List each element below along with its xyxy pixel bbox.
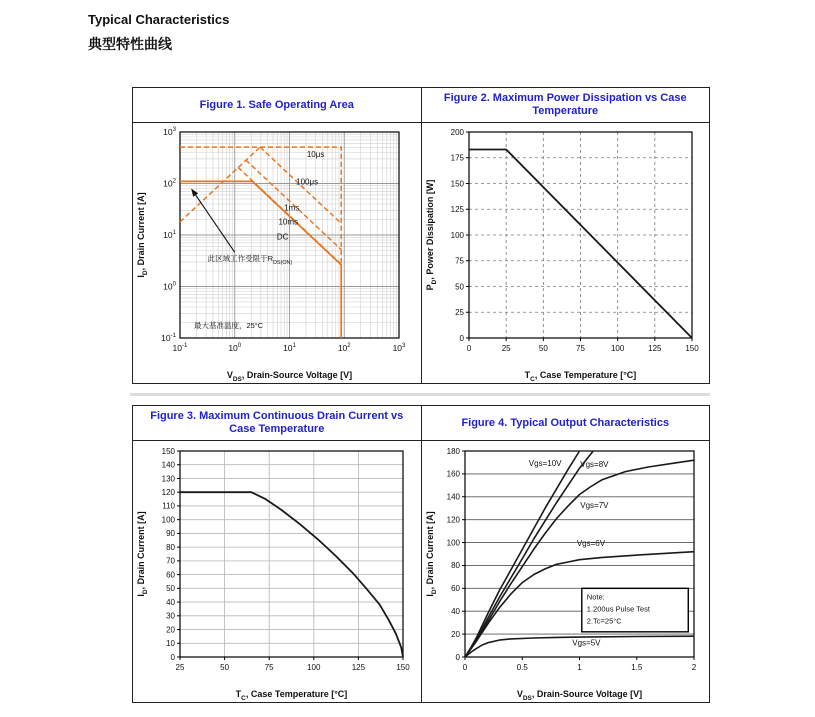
y-tick-label: 180: [446, 446, 460, 456]
y-tick-label: 50: [166, 583, 176, 593]
figure2-plot: [425, 128, 699, 383]
curve-label: Vgs=5V: [571, 638, 601, 648]
x-tick-label: $10^{-1}$: [172, 342, 188, 353]
note-box-line: 1.200us Pulse Test: [586, 603, 650, 613]
annotation-arrowhead: [191, 188, 198, 196]
figure2-chart-area: [422, 123, 710, 383]
figure-grid-bottom-row: [132, 405, 710, 703]
x-tick-label: 150: [396, 662, 410, 672]
x-tick-label: 100: [307, 662, 321, 672]
figure3-chart-area: [133, 441, 421, 702]
page-title-chinese: 典型特性曲线: [88, 36, 172, 52]
figure1-cell: [133, 88, 422, 383]
y-tick-label: 90: [166, 528, 176, 538]
y-tick-label: $10^2$: [163, 177, 177, 189]
note-box-line: Note:: [586, 591, 605, 601]
power-dissipation-chart: [423, 123, 708, 383]
series-vgs-8v: [465, 451, 593, 657]
y-tick-label: 40: [450, 606, 460, 616]
y-tick-label: 30: [166, 611, 176, 621]
y-tick-label: 60: [450, 583, 460, 593]
figure4-chart-area: [422, 441, 710, 702]
x-tick-label: 125: [647, 344, 662, 353]
annotation-arrow: [196, 195, 235, 252]
x-tick-label: 50: [538, 344, 548, 353]
y-tick-label: 20: [450, 629, 460, 639]
x-tick-label: 1: [577, 662, 582, 672]
x-tick-label: 1.5: [630, 662, 643, 672]
x-tick-label: 100: [610, 344, 625, 353]
scan-artifact-line: [130, 393, 710, 396]
x-tick-label: $10^3$: [392, 342, 406, 353]
y-tick-label: 10: [166, 638, 176, 648]
drain-current-chart: [134, 442, 419, 702]
y-tick-label: 110: [162, 501, 176, 511]
y-axis-label: $P_D$, Power Dissipation [W]: [424, 179, 438, 291]
figure3-cell: [133, 406, 422, 702]
y-axis-label: $I_D$, Drain Current [A]: [136, 192, 150, 278]
x-tick-label: $10^2$: [338, 342, 351, 353]
y-tick-label: 140: [446, 492, 460, 502]
figure1-title: Figure 1. Safe Operating Area: [133, 88, 421, 123]
x-tick-label: 25: [501, 344, 511, 353]
y-tick-label: $10^{-1}$: [161, 332, 177, 343]
y-tick-label: 100: [446, 537, 460, 547]
y-tick-label: 25: [454, 308, 464, 318]
y-tick-label: 20: [166, 624, 176, 634]
figure4-title: Figure 4. Typical Output Characteristics: [422, 406, 710, 441]
y-tick-label: 130: [161, 473, 176, 483]
figure1-plot: [136, 126, 406, 383]
y-tick-label: 50: [454, 282, 464, 292]
x-tick-label: 0.5: [516, 662, 528, 672]
x-axis-label: $V_{DS}$, Drain-Source Voltage [V]: [227, 370, 353, 383]
y-tick-label: 60: [166, 569, 176, 579]
x-tick-label: $10^1$: [283, 342, 297, 353]
series-vgs-10v: [465, 451, 580, 657]
x-axis-label: $T_C$, Case Temperature [°C]: [524, 370, 637, 383]
figure2-title: Figure 2. Maximum Power Dissipation vs Case Temperature: [422, 88, 710, 123]
y-tick-label: 75: [454, 256, 464, 266]
figure4-cell: [422, 406, 710, 702]
y-tick-label: 150: [450, 179, 464, 189]
curve-label: 100μs: [296, 177, 319, 187]
curve-label: 此区域工作受限于$R_{DS(ON)}$: [207, 254, 293, 267]
y-tick-label: 100: [450, 230, 464, 240]
y-tick-label: $10^0$: [163, 280, 177, 292]
curve-label: Vgs=7V: [580, 500, 609, 510]
curve-label: Vgs=10V: [528, 458, 562, 468]
y-tick-label: 80: [450, 560, 460, 570]
curve-label: 最大基准温度，25°C: [194, 321, 264, 331]
y-tick-label: 175: [450, 153, 464, 163]
curve-label: Vgs=8V: [580, 459, 609, 469]
y-tick-label: 140: [161, 460, 176, 470]
y-axis-label: $I_D$, Drain Current [A]: [424, 510, 438, 597]
y-axis-label: $I_D$, Drain Current [A]: [136, 510, 150, 597]
y-tick-label: $10^1$: [163, 229, 177, 240]
y-tick-label: 0: [455, 652, 460, 662]
curve-label: Vgs=6V: [576, 538, 605, 548]
x-tick-label: 150: [685, 344, 699, 353]
x-tick-label: 50: [220, 662, 230, 672]
y-tick-label: 0: [170, 652, 176, 662]
y-tick-label: 100: [161, 514, 176, 524]
y-tick-label: 200: [450, 127, 464, 137]
figure1-chart-area: [133, 123, 421, 383]
series-pd-vs-tc: [469, 150, 692, 339]
x-axis-label: $T_C$, Case Temperature [°C]: [235, 688, 348, 702]
output-characteristics-chart: [423, 442, 708, 702]
y-tick-label: 120: [161, 487, 176, 497]
note-box-line: 2.Tc=25°C: [586, 615, 622, 625]
y-tick-label: 160: [446, 469, 460, 479]
x-tick-label: 25: [175, 662, 185, 672]
y-tick-label: $10^3$: [163, 126, 177, 137]
figure4-plot: [425, 446, 697, 701]
curve-label: 10μs: [307, 149, 325, 159]
y-tick-label: 80: [166, 542, 176, 552]
page-title: Typical Characteristics: [88, 12, 230, 27]
soa-chart: [134, 123, 419, 383]
figure2-cell: [422, 88, 710, 383]
x-tick-label: 0: [462, 662, 467, 672]
curve-label: 10ms: [278, 217, 299, 227]
y-tick-label: 120: [446, 514, 460, 524]
x-axis-label: $V_{DS}$, Drain-Source Voltage [V]: [516, 688, 642, 702]
curve-label: 1ms: [284, 203, 300, 213]
x-tick-label: 125: [351, 662, 366, 672]
x-tick-label: 75: [264, 662, 274, 672]
x-tick-label: 0: [466, 344, 471, 353]
y-tick-label: 40: [166, 597, 176, 607]
x-tick-label: 2: [691, 662, 696, 672]
curve-label: DC: [277, 232, 289, 242]
y-tick-label: 0: [459, 333, 464, 343]
figure3-title: Figure 3. Maximum Continuous Drain Current vs Case Temperature: [133, 406, 421, 441]
figure-grid-top-row: [132, 87, 710, 384]
x-tick-label: $10^0$: [228, 342, 242, 353]
y-tick-label: 70: [166, 556, 176, 566]
y-tick-label: 150: [161, 446, 176, 456]
y-tick-label: 125: [450, 205, 464, 215]
figure3-plot: [136, 446, 410, 701]
x-tick-label: 75: [575, 344, 585, 353]
